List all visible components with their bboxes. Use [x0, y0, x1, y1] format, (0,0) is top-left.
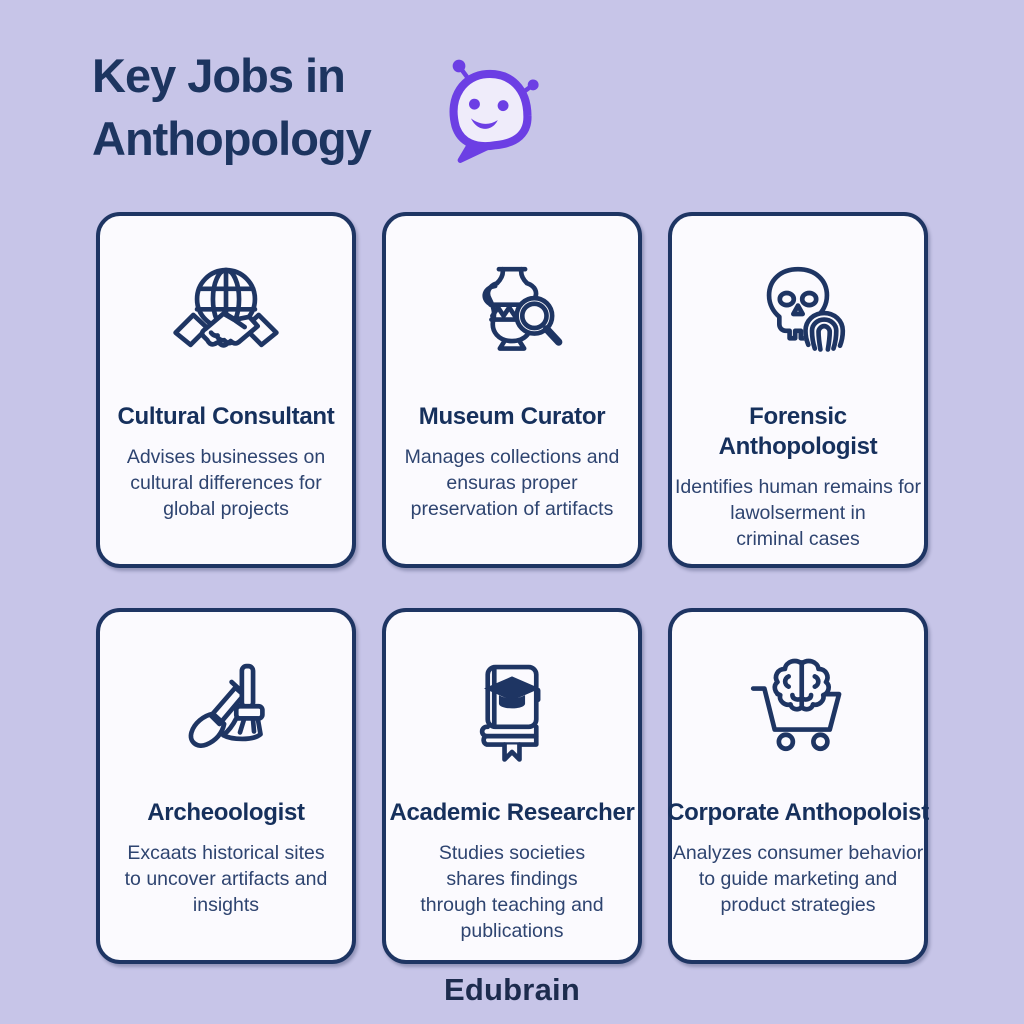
- globe-handshake-icon: [170, 258, 282, 370]
- card-corporate-anthropologist: [668, 608, 928, 964]
- page-title-line-1: Key Jobs in: [92, 49, 345, 102]
- card-description: Advises businesses on cultural differences for global projects: [126, 446, 326, 520]
- card-title: Academic Researcher: [389, 799, 635, 826]
- cart-brain-icon: [742, 654, 854, 766]
- page-title-line-2: Anthopology: [92, 112, 371, 165]
- card-description: Analyzes consumer behavior to guide marketing and product strategies: [672, 842, 924, 916]
- book-graduation-icon: [456, 654, 568, 766]
- job-card-grid: [96, 212, 928, 964]
- brand-footer: Edubrain: [444, 972, 580, 1007]
- card-cultural-consultant: [96, 212, 356, 568]
- card-description: Studies societies shares findings through teaching and publications: [420, 842, 604, 942]
- page-header: [92, 44, 371, 170]
- card-archeologist: [96, 608, 356, 964]
- skull-fingerprint-icon: [742, 258, 854, 370]
- card-title: Archeoologist: [147, 799, 305, 826]
- card-description: Excaats historical sites to uncover artifacts and insights: [124, 842, 328, 916]
- card-description: Identifies human remains for lawolserment in criminal cases: [674, 476, 922, 550]
- card-title: Museum Curator: [418, 403, 606, 430]
- card-description: Manages collections and ensuras proper preservation of artifacts: [404, 446, 620, 520]
- card-title: Cultural Consultant: [117, 403, 335, 430]
- vase-magnifier-icon: [456, 258, 568, 370]
- card-forensic-anthropologist: [668, 212, 928, 568]
- robot-chat-mascot-icon: [432, 52, 550, 170]
- card-title: Corporate Anthopoloist: [667, 799, 929, 826]
- card-title: Forensic Anthopologist: [718, 403, 878, 460]
- card-academic-researcher: [382, 608, 642, 964]
- card-museum-curator: [382, 212, 642, 568]
- shovel-brush-icon: [170, 654, 282, 766]
